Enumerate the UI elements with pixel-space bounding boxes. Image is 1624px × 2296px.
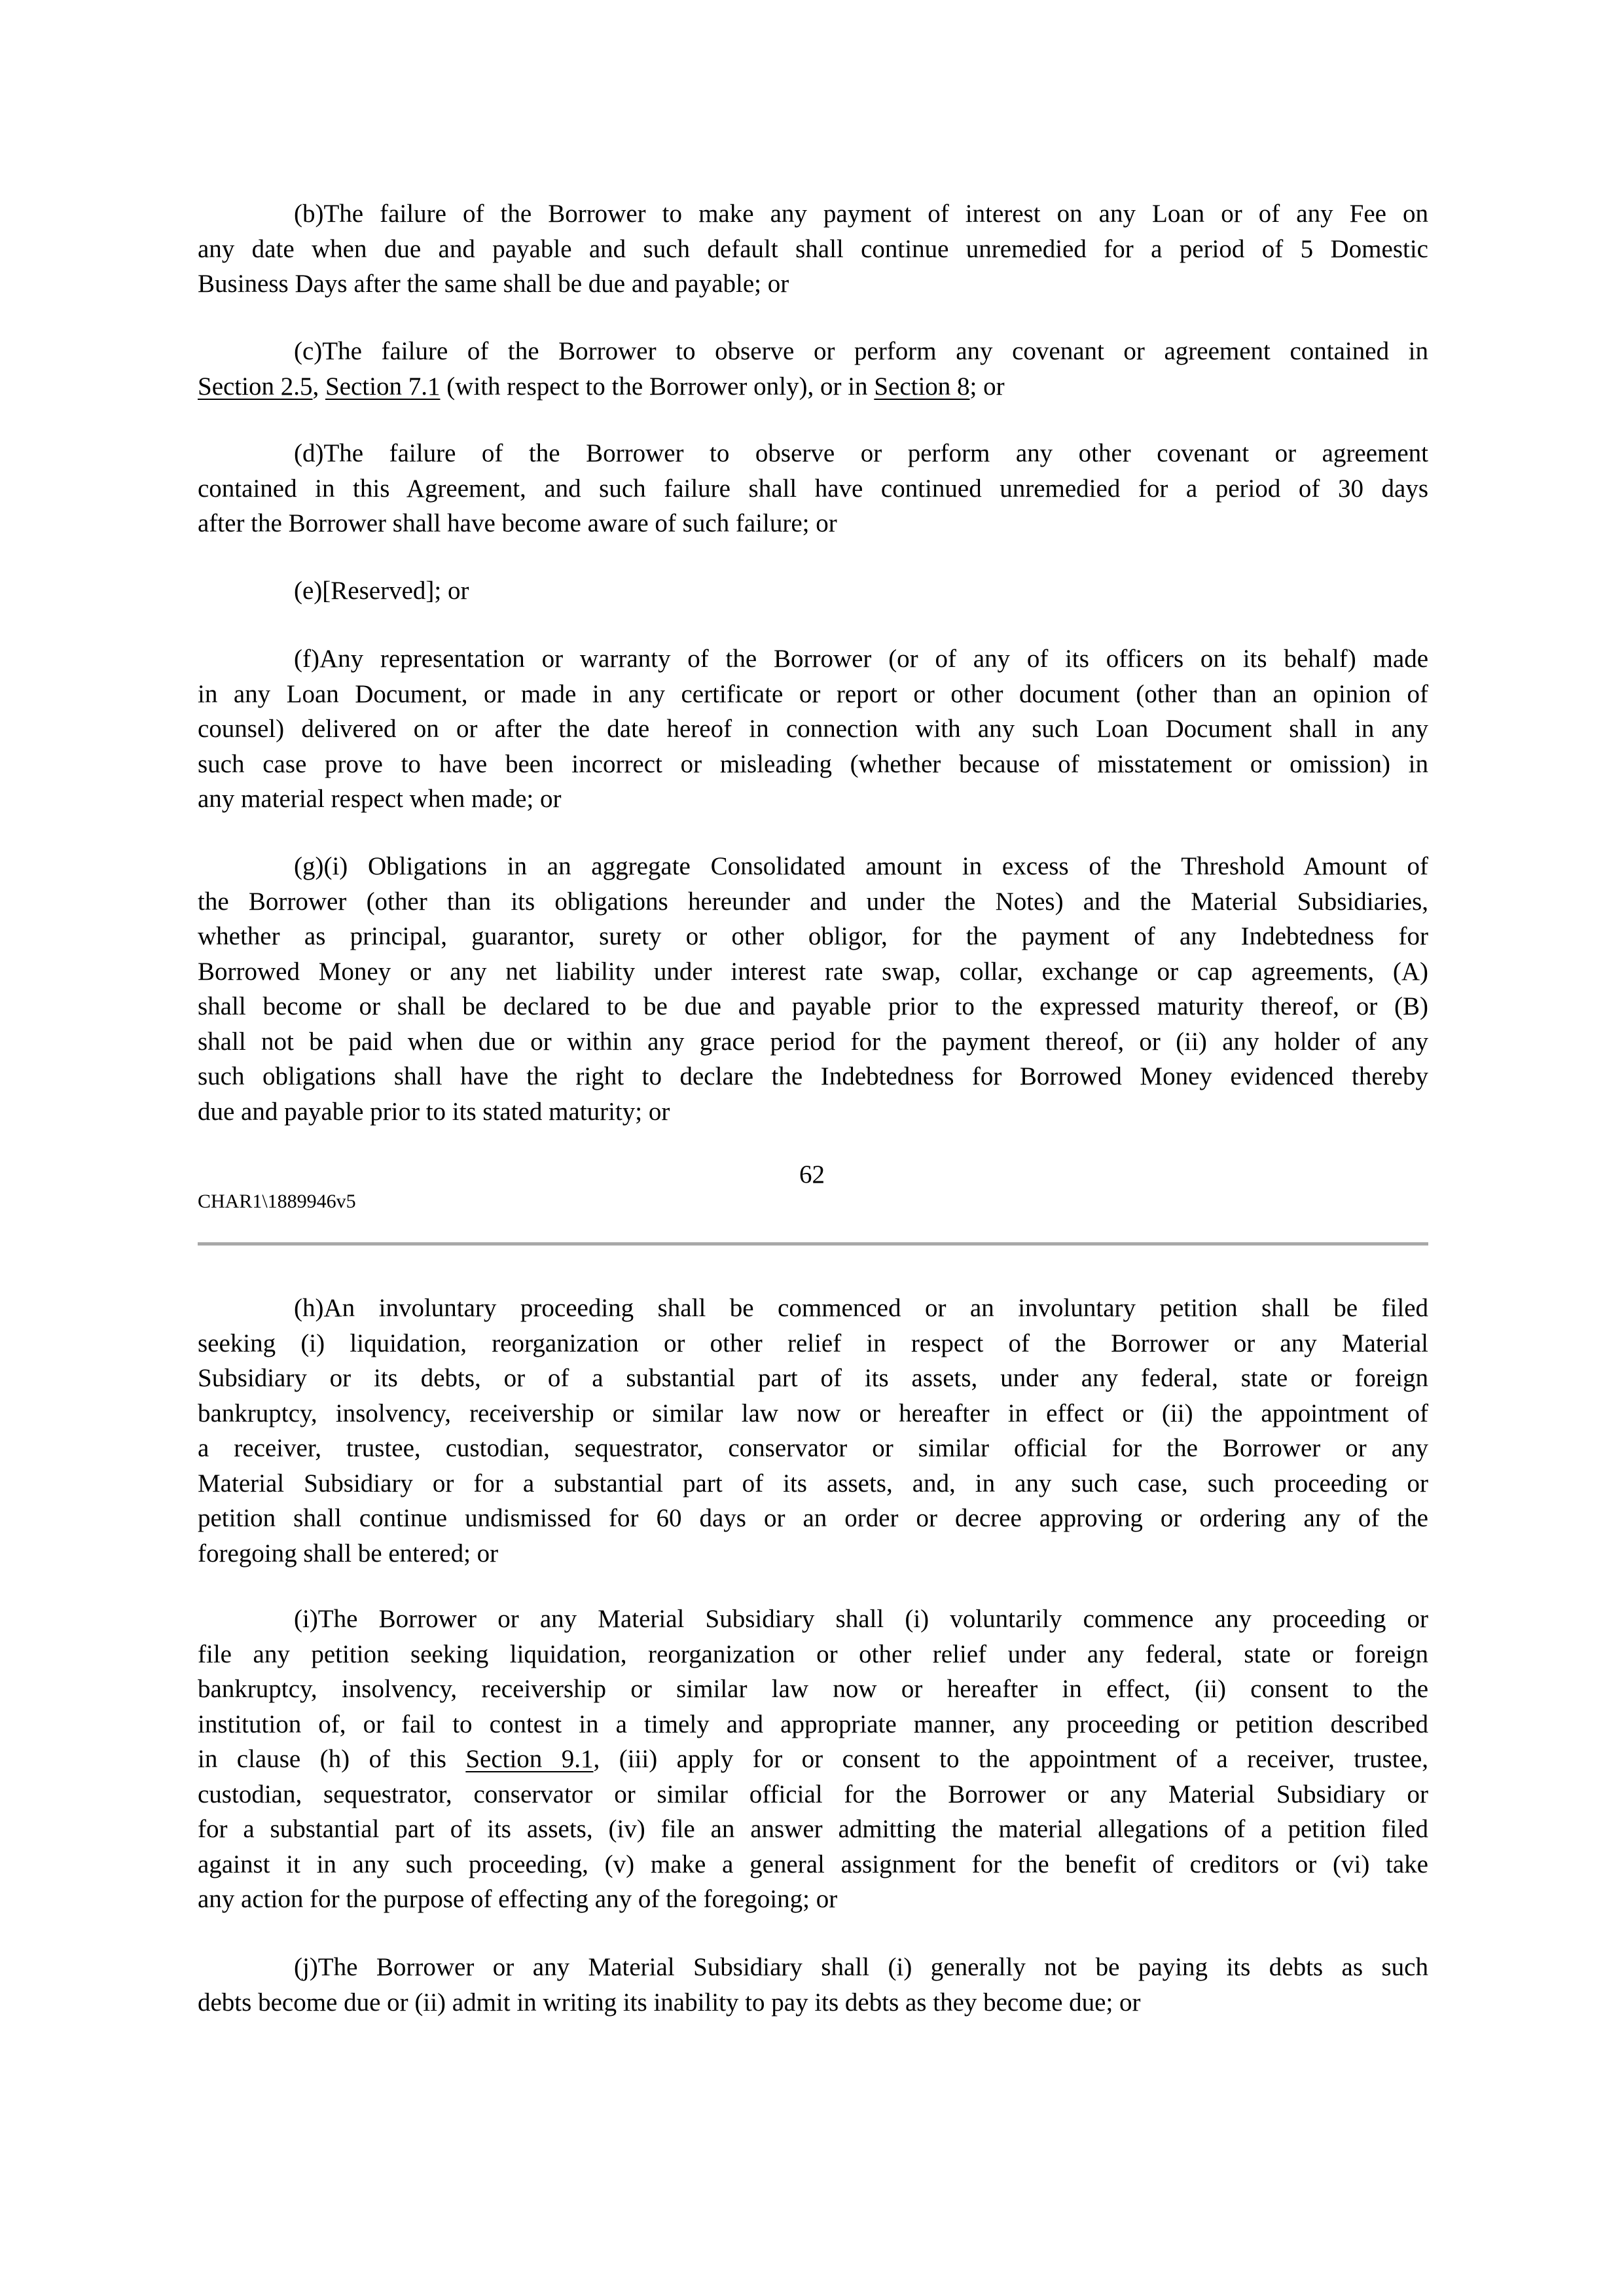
paragraph-line: bankruptcy, insolvency, receivership or similar law now or hereafter in effect, (ii) consent to the [198,1675,1428,1703]
paragraph-i [198,1602,1428,1917]
paragraph-line [198,1742,1428,1777]
paragraph-line: whether as principal, guarantor, surety or other obligor, for the payment of any Indebtedness for [198,922,1428,950]
paragraph-d [198,436,1428,541]
paragraph-line: the Borrower (other than its obligations hereunder and under the Notes) and the Material Subsidiaries, [198,887,1428,916]
section-9-1-link[interactable]: Section 9.1 [465,1745,594,1773]
paragraph-line: debts become due or (ii) admit in writing its inability to pay its debts as they become due; or [198,1988,1141,2017]
paragraph-line: (f)Any representation or warranty of the Borrower (or of any of its officers on its behalf) made [294,645,1428,673]
paragraph-line: counsel) delivered on or after the date hereof in connection with any such Loan Document shall in any [198,715,1428,743]
paragraph-line: file any petition seeking liquidation, reorganization or other relief under any federal, state or foreign [198,1640,1428,1668]
paragraph-line: (c)The failure of the Borrower to observe or perform any covenant or agreement contained in [294,337,1428,365]
paragraph-line: any date when due and payable and such default shall continue unremedied for a period of 5 Domestic [198,234,1428,263]
clause-suffix-text: , (iii) apply for or consent to the appointment of a receiver, trustee, [593,1745,1429,1773]
paragraph-line: (j)The Borrower or any Material Subsidiary shall (i) generally not be paying its debts as such [294,1953,1428,1981]
paragraph-line: contained in this Agreement, and such failure shall have continued unremedied for a period of 30 days [198,474,1428,503]
paragraph-e [198,573,1428,609]
paragraph-line: petition shall continue undismissed for 60 days or an order or decree approving or ordering any of the [198,1504,1428,1532]
end-text: ; or [969,372,1005,401]
paragraph-line: any action for the purpose of effecting any of the foregoing; or [198,1885,838,1913]
paragraph-line: Borrowed Money or any net liability under interest rate swap, collar, exchange or cap agreements, (A) [198,957,1428,986]
paragraph-line: (h)An involuntary proceeding shall be commenced or an involuntary petition shall be filed [294,1294,1428,1322]
paragraph-line [198,369,1428,404]
clause-prefix-text: in clause (h) of this [198,1745,466,1773]
paragraph-line: Business Days after the same shall be due and payable; or [198,270,789,298]
separator-text: , [312,372,325,401]
paragraph-line: Material Subsidiary or for a substantial part of its assets, and, in any such case, such proceeding or [198,1469,1428,1498]
paragraph-line: against it in any such proceeding, (v) make a general assignment for the benefit of creditors or (vi) take [198,1850,1428,1878]
paragraph-line: such case prove to have been incorrect or misleading (whether because of misstatement or omission) in [198,749,1428,778]
paragraph-line: custodian, sequestrator, conservator or similar official for the Borrower or any Material Subsidiary or [198,1780,1428,1808]
paragraph-line: after the Borrower shall have become aware of such failure; or [198,509,837,537]
paragraph-h [198,1291,1428,1571]
paragraph-line: (b)The failure of the Borrower to make any payment of interest on any Loan or of any Fee on [294,200,1428,228]
paragraph-line: (e)[Reserved]; or [294,577,469,605]
middle-text: (with respect to the Borrower only), or in [440,372,875,401]
paragraph-line: in any Loan Document, or made in any certificate or report or other document (other than an opinion of [198,679,1428,708]
paragraph-f [198,641,1428,817]
paragraph-line: seeking (i) liquidation, reorganization or other relief in respect of the Borrower or any Material [198,1329,1428,1357]
section-2-5-link[interactable]: Section 2.5 [198,372,313,401]
paragraph-line: any material respect when made; or [198,785,562,813]
paragraph-line: institution of, or fail to contest in a timely and appropriate manner, any proceeding or petition described [198,1710,1428,1738]
paragraph-line: for a substantial part of its assets, (iv) file an answer admitting the material allegations of a petition filed [198,1815,1428,1843]
paragraph-line: (d)The failure of the Borrower to observe or perform any other covenant or agreement [294,439,1428,467]
paragraph-j [198,1950,1428,2020]
paragraph-line: (i)The Borrower or any Material Subsidiary shall (i) voluntarily commence any proceeding or [294,1605,1428,1633]
paragraph-line: foregoing shall be entered; or [198,1539,499,1568]
paragraph-line: (g)(i) Obligations in an aggregate Consolidated amount in excess of the Threshold Amount of [294,852,1428,880]
paragraph-b [198,196,1428,302]
paragraph-line: shall become or shall be declared to be due and payable prior to the expressed maturity thereof, or (B) [198,992,1428,1020]
page-divider [198,1242,1428,1246]
paragraph-g [198,849,1428,1129]
paragraph-line: shall not be paid when due or within any grace period for the payment thereof, or (ii) any holder of any [198,1027,1428,1056]
page-number: 62 [799,1160,825,1189]
section-7-1-link[interactable]: Section 7.1 [325,372,441,401]
paragraph-line: due and payable prior to its stated maturity; or [198,1097,670,1126]
paragraph-line: bankruptcy, insolvency, receivership or similar law now or hereafter in effect or (ii) the appointment of [198,1399,1428,1427]
paragraph-line: such obligations shall have the right to declare the Indebtedness for Borrowed Money evidenced thereby [198,1062,1428,1090]
document-id: CHAR1\1889946v5 [198,1191,356,1212]
section-8-link[interactable]: Section 8 [874,372,970,401]
paragraph-c [198,334,1428,404]
paragraph-line: Subsidiary or its debts, or of a substantial part of its assets, under any federal, state or foreign [198,1364,1428,1392]
paragraph-line: a receiver, trustee, custodian, sequestrator, conservator or similar official for the Borrower or any [198,1434,1428,1462]
